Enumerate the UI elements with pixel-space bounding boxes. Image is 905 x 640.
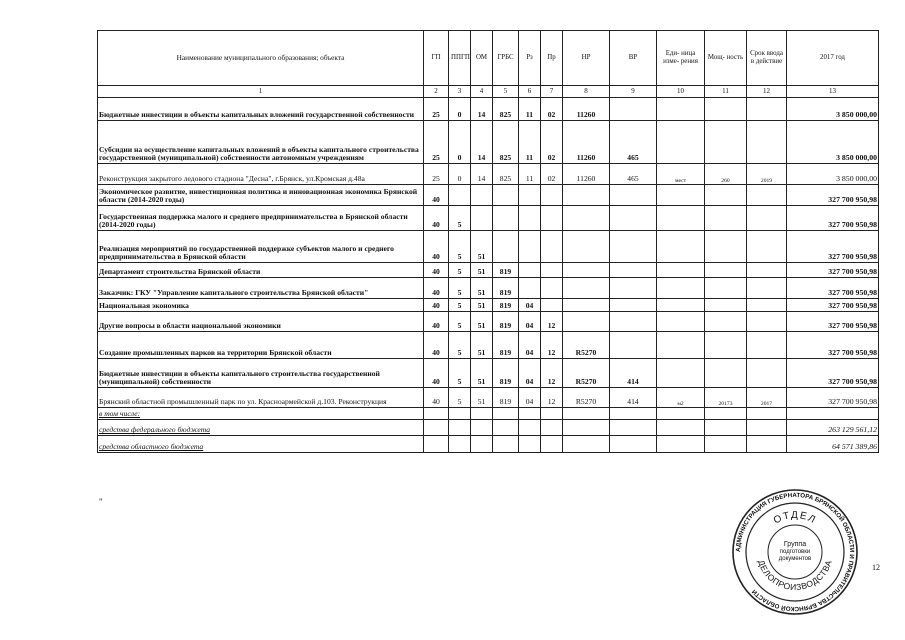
- cell-nr: 11260: [563, 121, 610, 164]
- column-number-cell: 8: [563, 86, 610, 98]
- cell-gp: [424, 420, 449, 436]
- cell-gp: 40: [424, 278, 449, 299]
- cell-term: [747, 206, 787, 231]
- column-number-cell: 4: [471, 86, 493, 98]
- cell-amount: 327 700 950,98: [787, 278, 879, 299]
- cell-nr: [563, 436, 610, 453]
- cell-nr: [563, 299, 610, 312]
- cell-amount: 327 700 950,98: [787, 263, 879, 278]
- cell-pr: 12: [541, 359, 563, 388]
- cell-grbs: 825: [493, 121, 519, 164]
- cell-name: Экономическое развитие, инвестиционная политика и инновационная экономика Брянской области (2014-2020 годы): [98, 185, 424, 206]
- cell-grbs: 825: [493, 164, 519, 185]
- cell-gp: 40: [424, 388, 449, 408]
- cell-term: [747, 278, 787, 299]
- cell-ppgp: 5: [449, 278, 471, 299]
- cell-rz: [519, 408, 541, 420]
- cell-grbs: 819: [493, 278, 519, 299]
- cell-amount: 327 700 950,98: [787, 312, 879, 332]
- cell-om: 51: [471, 388, 493, 408]
- cell-capacity: [705, 420, 747, 436]
- cell-term: [747, 231, 787, 263]
- stamp-center-line3: документов: [778, 556, 812, 563]
- cell-pr: 12: [541, 312, 563, 332]
- cell-rz: 04: [519, 388, 541, 408]
- cell-unit: [657, 185, 705, 206]
- cell-capacity: [705, 299, 747, 312]
- cell-pr: [541, 185, 563, 206]
- cell-om: 51: [471, 278, 493, 299]
- cell-name: Реализация мероприятий по государственной поддержке субъектов малого и среднего предпринимательства в Брянской области: [98, 231, 424, 263]
- stamp-inner-bottom: ДЕЛОПРОИЗВОДСТВА: [756, 558, 834, 593]
- stray-quote-mark: ": [99, 497, 103, 507]
- cell-rz: [519, 278, 541, 299]
- cell-ppgp: 0: [449, 98, 471, 121]
- cell-unit: мест: [657, 164, 705, 185]
- cell-om: 51: [471, 332, 493, 359]
- svg-text:ОТДЕЛ: [772, 510, 818, 526]
- cell-term: [747, 98, 787, 121]
- cell-gp: 40: [424, 359, 449, 388]
- cell-gp: 40: [424, 185, 449, 206]
- cell-amount: 263 129 561,12: [787, 420, 879, 436]
- cell-pr: [541, 420, 563, 436]
- cell-capacity: [705, 359, 747, 388]
- cell-rz: 11: [519, 121, 541, 164]
- cell-ppgp: 5: [449, 231, 471, 263]
- cell-capacity: [705, 98, 747, 121]
- header-term: Срок ввода в действие: [747, 31, 787, 86]
- cell-nr: [563, 278, 610, 299]
- cell-om: 51: [471, 263, 493, 278]
- cell-nr: [563, 408, 610, 420]
- cell-capacity: [705, 332, 747, 359]
- cell-term: 2019: [747, 164, 787, 185]
- office-stamp: [731, 488, 859, 616]
- stamp-outer-text: АДМИНИСТРАЦИЯ ГУБЕРНАТОРА БРЯНСКОЙ ОБЛАСТИ И ПРАВИТЕЛЬСТВА БРЯНСКОЙ ОБЛАСТИ: [734, 491, 856, 613]
- cell-grbs: 819: [493, 332, 519, 359]
- cell-gp: 40: [424, 263, 449, 278]
- cell-capacity: [705, 121, 747, 164]
- cell-ppgp: 5: [449, 263, 471, 278]
- cell-ppgp: 5: [449, 312, 471, 332]
- table-row: [98, 164, 879, 185]
- cell-gp: 40: [424, 231, 449, 263]
- stamp-center-line2: подготовки: [779, 549, 811, 556]
- cell-pr: [541, 278, 563, 299]
- cell-om: [471, 206, 493, 231]
- header-year: 2017 год: [787, 31, 879, 86]
- cell-term: 2017: [747, 388, 787, 408]
- cell-term: [747, 359, 787, 388]
- column-number-cell: 13: [787, 86, 879, 98]
- cell-rz: 11: [519, 98, 541, 121]
- cell-grbs: 819: [493, 359, 519, 388]
- cell-gp: 40: [424, 332, 449, 359]
- cell-grbs: 825: [493, 98, 519, 121]
- cell-unit: [657, 121, 705, 164]
- cell-vr: 414: [610, 359, 657, 388]
- cell-term: [747, 436, 787, 453]
- table-row: [98, 206, 879, 231]
- cell-unit: [657, 332, 705, 359]
- table-row: [98, 436, 879, 453]
- column-number-cell: 1: [98, 86, 424, 98]
- cell-unit: [657, 231, 705, 263]
- table-row: [98, 420, 879, 436]
- cell-vr: [610, 206, 657, 231]
- cell-name: Заказчик: ГКУ "Управление капитального строительства Брянской области": [98, 278, 424, 299]
- cell-grbs: [493, 408, 519, 420]
- cell-term: [747, 312, 787, 332]
- table-row: [98, 332, 879, 359]
- cell-unit: [657, 299, 705, 312]
- cell-nr: R5270: [563, 388, 610, 408]
- cell-term: [747, 263, 787, 278]
- cell-capacity: [705, 278, 747, 299]
- cell-pr: [541, 206, 563, 231]
- cell-capacity: [705, 312, 747, 332]
- cell-term: [747, 185, 787, 206]
- cell-gp: 25: [424, 121, 449, 164]
- cell-vr: [610, 420, 657, 436]
- cell-rz: [519, 263, 541, 278]
- cell-grbs: 819: [493, 312, 519, 332]
- cell-amount: 3 850 000,00: [787, 164, 879, 185]
- cell-ppgp: 5: [449, 359, 471, 388]
- cell-nr: 11260: [563, 98, 610, 121]
- cell-term: [747, 408, 787, 420]
- cell-name: Департамент строительства Брянской области: [98, 263, 424, 278]
- cell-gp: [424, 436, 449, 453]
- cell-vr: [610, 278, 657, 299]
- cell-rz: 04: [519, 299, 541, 312]
- cell-gp: [424, 408, 449, 420]
- stamp-center: [773, 530, 817, 574]
- cell-capacity: [705, 206, 747, 231]
- cell-term: [747, 420, 787, 436]
- cell-unit: [657, 436, 705, 453]
- table-row: [98, 359, 879, 388]
- cell-grbs: [493, 206, 519, 231]
- cell-om: 51: [471, 312, 493, 332]
- column-number-cell: 10: [657, 86, 705, 98]
- cell-capacity: [705, 185, 747, 206]
- column-number-cell: 2: [424, 86, 449, 98]
- header-grbs: ГРБС: [493, 31, 519, 86]
- cell-vr: [610, 312, 657, 332]
- cell-amount: 327 700 950,98: [787, 332, 879, 359]
- cell-grbs: [493, 436, 519, 453]
- cell-om: 51: [471, 299, 493, 312]
- cell-unit: [657, 312, 705, 332]
- table-row: [98, 408, 879, 420]
- cell-vr: 414: [610, 388, 657, 408]
- cell-amount: 327 700 950,98: [787, 231, 879, 263]
- table-row: [98, 278, 879, 299]
- cell-unit: м2: [657, 388, 705, 408]
- column-number-cell: 3: [449, 86, 471, 98]
- cell-name: средства областного бюджета: [98, 436, 424, 453]
- header-nr: НР: [563, 31, 610, 86]
- column-number-cell: 12: [747, 86, 787, 98]
- header-ppgp: ППГП: [449, 31, 471, 86]
- cell-vr: [610, 231, 657, 263]
- column-number-cell: 5: [493, 86, 519, 98]
- cell-om: 14: [471, 164, 493, 185]
- cell-amount: 64 571 389,86: [787, 436, 879, 453]
- cell-rz: 04: [519, 332, 541, 359]
- cell-unit: [657, 420, 705, 436]
- column-number-cell: 9: [610, 86, 657, 98]
- cell-rz: 11: [519, 164, 541, 185]
- cell-gp: 40: [424, 312, 449, 332]
- header-unit: Еди- ница изме- рения: [657, 31, 705, 86]
- cell-gp: 25: [424, 98, 449, 121]
- cell-pr: [541, 299, 563, 312]
- cell-name: Государственная поддержка малого и среднего предпринимательства в Брянской области (2014-2020 годы): [98, 206, 424, 231]
- cell-vr: [610, 408, 657, 420]
- cell-nr: [563, 420, 610, 436]
- cell-term: [747, 299, 787, 312]
- cell-name: в том числе:: [98, 408, 424, 420]
- cell-name: Создание промышленных парков на территории Брянской области: [98, 332, 424, 359]
- cell-capacity: [705, 408, 747, 420]
- cell-rz: [519, 185, 541, 206]
- cell-name: Бюджетные инвестиции в объекты капитальных вложений государственной собственности: [98, 98, 424, 121]
- cell-nr: [563, 231, 610, 263]
- cell-vr: [610, 299, 657, 312]
- cell-capacity: [705, 263, 747, 278]
- stamp-inner-top: ОТДЕЛ: [771, 509, 819, 527]
- cell-unit: [657, 359, 705, 388]
- header-rz: Рз: [519, 31, 541, 86]
- cell-om: [471, 408, 493, 420]
- cell-nr: [563, 312, 610, 332]
- cell-unit: [657, 263, 705, 278]
- cell-ppgp: [449, 436, 471, 453]
- cell-amount: 327 700 950,98: [787, 185, 879, 206]
- cell-pr: [541, 408, 563, 420]
- cell-vr: 465: [610, 121, 657, 164]
- cell-vr: [610, 98, 657, 121]
- cell-ppgp: [449, 408, 471, 420]
- cell-ppgp: [449, 420, 471, 436]
- cell-term: [747, 121, 787, 164]
- cell-gp: 40: [424, 299, 449, 312]
- cell-rz: 04: [519, 312, 541, 332]
- table-row: [98, 263, 879, 278]
- cell-capacity: 20173: [705, 388, 747, 408]
- table-row: [98, 121, 879, 164]
- cell-om: 51: [471, 359, 493, 388]
- cell-amount: 327 700 950,98: [787, 359, 879, 388]
- budget-table: [97, 30, 879, 453]
- cell-grbs: [493, 420, 519, 436]
- table-row: [98, 98, 879, 121]
- cell-name: средства федерального бюджета: [98, 420, 424, 436]
- cell-name: Бюджетные инвестиции в объекты капитального строительства государственной (муниципальной) собственности: [98, 359, 424, 388]
- header-name: Наименование муниципального образования; объекта: [98, 31, 424, 86]
- cell-ppgp: 5: [449, 299, 471, 312]
- cell-name: Другие вопросы в области национальной экономики: [98, 312, 424, 332]
- cell-grbs: 819: [493, 299, 519, 312]
- cell-unit: [657, 408, 705, 420]
- cell-rz: [519, 420, 541, 436]
- cell-unit: [657, 206, 705, 231]
- cell-vr: [610, 436, 657, 453]
- cell-pr: 02: [541, 121, 563, 164]
- cell-rz: [519, 206, 541, 231]
- cell-om: [471, 420, 493, 436]
- cell-amount: 327 700 950,98: [787, 206, 879, 231]
- cell-nr: R5270: [563, 359, 610, 388]
- cell-pr: [541, 263, 563, 278]
- cell-unit: [657, 98, 705, 121]
- page-number: 12: [872, 563, 880, 572]
- cell-amount: 3 850 000,00: [787, 98, 879, 121]
- cell-rz: [519, 231, 541, 263]
- cell-om: 14: [471, 121, 493, 164]
- cell-nr: [563, 206, 610, 231]
- cell-pr: 02: [541, 164, 563, 185]
- cell-om: 14: [471, 98, 493, 121]
- cell-capacity: [705, 436, 747, 453]
- cell-ppgp: [449, 185, 471, 206]
- cell-capacity: 260: [705, 164, 747, 185]
- cell-vr: [610, 185, 657, 206]
- table-row: [98, 185, 879, 206]
- cell-grbs: [493, 185, 519, 206]
- cell-ppgp: 0: [449, 121, 471, 164]
- cell-om: [471, 185, 493, 206]
- header-vr: ВР: [610, 31, 657, 86]
- cell-name: Реконструкция закрытого ледового стадиона "Десна", г.Брянск, ул.Кромская д.48а: [98, 164, 424, 185]
- cell-om: 51: [471, 231, 493, 263]
- cell-amount: 3 850 000,00: [787, 121, 879, 164]
- cell-name: Субсидии на осуществление капитальных вложений в объекты капитального строительства государственной (муниципальной) собственности автономным учреждениям: [98, 121, 424, 164]
- cell-gp: 25: [424, 164, 449, 185]
- cell-vr: [610, 263, 657, 278]
- table-row: [98, 299, 879, 312]
- cell-rz: 04: [519, 359, 541, 388]
- cell-vr: 465: [610, 164, 657, 185]
- cell-capacity: [705, 231, 747, 263]
- cell-vr: [610, 332, 657, 359]
- cell-unit: [657, 278, 705, 299]
- table-row: [98, 312, 879, 332]
- cell-ppgp: 5: [449, 206, 471, 231]
- cell-gp: 40: [424, 206, 449, 231]
- document-sheet: [97, 30, 879, 453]
- cell-name: Брянский областной промышленный парк по ул. Красноармейской д.103. Реконструкция: [98, 388, 424, 408]
- cell-nr: [563, 263, 610, 278]
- cell-pr: [541, 231, 563, 263]
- cell-grbs: [493, 231, 519, 263]
- column-number-row: [98, 86, 879, 98]
- cell-grbs: 819: [493, 388, 519, 408]
- header-capacity: Мощ- ность: [705, 31, 747, 86]
- cell-name: Национальная экономика: [98, 299, 424, 312]
- cell-ppgp: 5: [449, 332, 471, 359]
- column-number-cell: 11: [705, 86, 747, 98]
- cell-grbs: 819: [493, 263, 519, 278]
- cell-nr: R5270: [563, 332, 610, 359]
- table-header-row: [98, 31, 879, 86]
- cell-pr: 12: [541, 332, 563, 359]
- table-row: [98, 388, 879, 408]
- stamp-center-line1: Группа: [783, 541, 807, 549]
- cell-ppgp: 0: [449, 164, 471, 185]
- cell-nr: 11260: [563, 164, 610, 185]
- cell-rz: [519, 436, 541, 453]
- column-number-cell: 6: [519, 86, 541, 98]
- cell-nr: [563, 185, 610, 206]
- cell-pr: 02: [541, 98, 563, 121]
- cell-term: [747, 332, 787, 359]
- header-pr: Пр: [541, 31, 563, 86]
- cell-amount: [787, 408, 879, 420]
- cell-ppgp: 5: [449, 388, 471, 408]
- cell-om: [471, 436, 493, 453]
- header-gp: ГП: [424, 31, 449, 86]
- table-row: [98, 231, 879, 263]
- cell-pr: 12: [541, 388, 563, 408]
- cell-amount: 327 700 950,98: [787, 388, 879, 408]
- header-om: ОМ: [471, 31, 493, 86]
- cell-amount: 327 700 950,98: [787, 299, 879, 312]
- column-number-cell: 7: [541, 86, 563, 98]
- cell-pr: [541, 436, 563, 453]
